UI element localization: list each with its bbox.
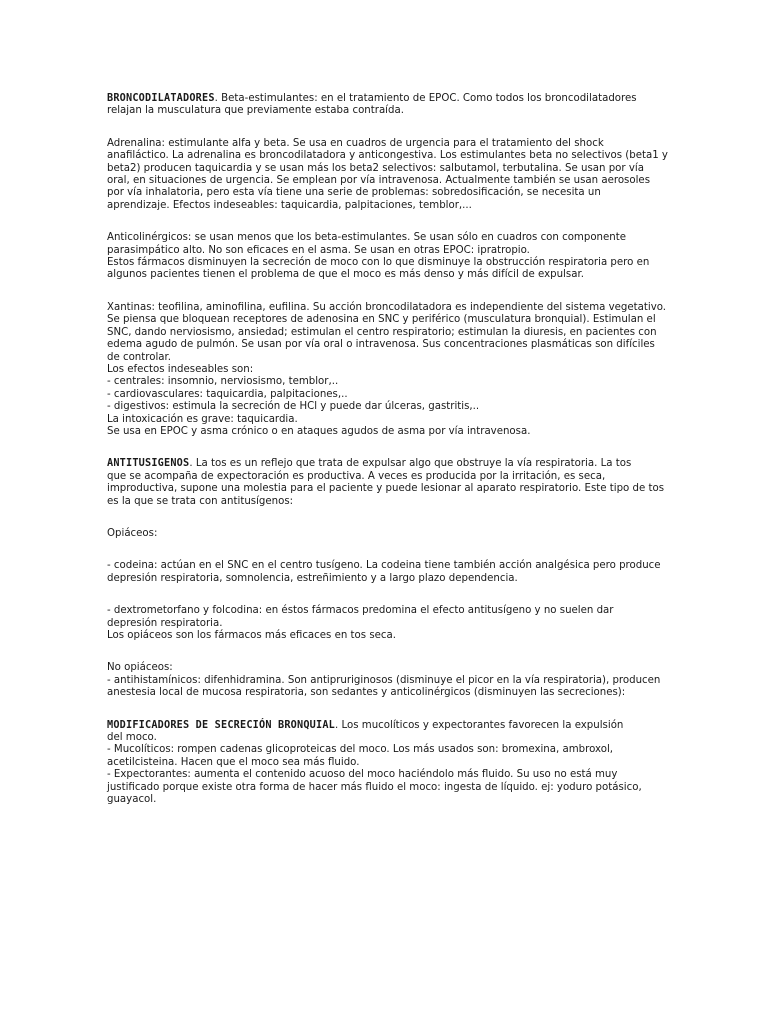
modificadores-intro: . Los mucolíticos y expectorantes favorecen la expulsión xyxy=(335,719,624,731)
text-line: Los efectos indeseables son: xyxy=(107,363,254,375)
dextrometorfano-paragraph xyxy=(107,605,667,642)
text-line: depresión respiratoria. xyxy=(107,617,223,629)
list-item: - cardiovasculares: taquicardia, palpitaciones,.. xyxy=(107,388,348,400)
modificadores-line-1 xyxy=(107,720,667,732)
text-line: Los opiáceos son los fármacos más eficaces en tos seca. xyxy=(107,630,396,641)
text-line: improductiva, supone una molestia para el paciente y puede lesionar al aparato respiratorio. Este tipo de tos xyxy=(107,483,665,495)
text-line: guayacol. xyxy=(107,794,157,806)
list-item: - digestivos: estimula la secreción de HCl y puede dar úlceras, gastritis,.. xyxy=(107,401,480,413)
text-line: por vía inhalatoria, pero esta vía tiene una serie de problemas: sobredosificación, se necesita un xyxy=(107,187,601,199)
text-line: Se usa en EPOC y asma crónico o en ataques agudos de asma por vía intravenosa. xyxy=(107,425,531,437)
antitusigenos-intro: . La tos es un reflejo que trata de expulsar algo que obstruye la vía respiratoria. La tos xyxy=(189,458,632,470)
text-line: La intoxicación es grave: taquicardia. xyxy=(107,413,298,425)
anticolinergicos-paragraph xyxy=(107,232,667,282)
text-line: edema agudo de pulmón. Se usan por vía oral o intravenosa. Sus concentraciones plasmáticas son difíciles xyxy=(107,339,655,351)
text-line: Adrenalina: estimulante alfa y beta. Se usa en cuadros de urgencia para el tratamiento del shock xyxy=(107,137,604,149)
list-item: - Expectorantes: aumenta el contenido acuoso del moco haciéndolo más fluido. Su uso no está muy xyxy=(107,769,618,781)
text-line: aprendizaje. Efectos indeseables: taquicardia, palpitaciones, temblor,... xyxy=(107,199,472,211)
broncodilatadores-paragraph xyxy=(107,93,667,118)
opiaceos-title: Opiáceos: xyxy=(107,527,158,539)
text-line: de controlar. xyxy=(107,351,172,363)
text-line: anestesia local de mucosa respiratoria, son sedantes y anticolinérgicos (disminuyen las secreciones): xyxy=(107,687,626,699)
text-line: Anticolinérgicos: se usan menos que los beta-estimulantes. Se usan sólo en cuadros con componente xyxy=(107,232,626,244)
text-line: del moco. xyxy=(107,732,157,744)
modificadores-heading: MODIFICADORES DE SECRECIÓN BRONQUIAL xyxy=(107,719,336,731)
broncodilatadores-line-2: relajan la musculatura que previamente estaba contraída. xyxy=(107,105,404,117)
modificadores-paragraph xyxy=(107,720,667,807)
text-line: oral, en situaciones de urgencia. Se emplean por vía intravenosa. Actualmente también se usan aerosoles xyxy=(107,175,650,187)
list-item: - codeina: actúan en el SNC en el centro tusígeno. La codeina tiene también acción analgésica pero produce xyxy=(107,560,661,572)
xantinas-paragraph xyxy=(107,302,667,438)
text-line: que se acompaña de expectoración es productiva. A veces es producida por la irritación, es seca, xyxy=(107,470,606,482)
broncodilatadores-line-1 xyxy=(107,93,667,105)
text-line: depresión respiratoria, somnolencia, estreñimiento y a largo plazo dependencia. xyxy=(107,572,518,584)
list-item: - centrales: insomnio, nerviosismo, temblor,.. xyxy=(107,376,339,388)
text-line: SNC, dando nerviosismo, ansiedad; estimulan el centro respiratorio; estimulan la diuresis, en pacientes con xyxy=(107,326,657,338)
no-opiaceos-paragraph xyxy=(107,662,667,699)
antitusigenos-line-1 xyxy=(107,458,667,470)
no-opiaceos-title: No opiáceos: xyxy=(107,662,173,674)
list-item: - Mucolíticos: rompen cadenas glicoproteicas del moco. Los más usados son: bromexina, ambroxol, xyxy=(107,744,614,756)
text-line: anafiláctico. La adrenalina es broncodilatadora y anticongestiva. Los estimulantes beta no selectivos (beta1 y xyxy=(107,150,668,162)
text-line: acetilcisteina. Hacen que el moco sea más fluido. xyxy=(107,756,360,768)
text-line: justificado porque existe otra forma de hacer más fluido el moco: ingesta de líquido. ej: yoduro potásico, xyxy=(107,781,642,793)
document-page xyxy=(107,93,667,806)
list-item: - dextrometorfano y folcodina: en éstos fármacos predomina el efecto antitusígeno y no suelen dar xyxy=(107,605,614,617)
broncodilatadores-intro: . Beta-estimulantes: en el tratamiento de EPOC. Como todos los broncodilatadores xyxy=(214,93,637,104)
antitusigenos-paragraph xyxy=(107,458,667,508)
list-item: - antihistamínicos: difenhidramina. Son antipruriginosos (disminuye el picor en la vía respiratoria), producen xyxy=(107,674,661,686)
text-line: es la que se trata con antitusígenos: xyxy=(107,495,294,507)
text-line: parasimpático alto. No son eficaces en el asma. Se usan en otras EPOC: ipratropio. xyxy=(107,244,530,256)
text-line: beta2) producen taquicardia y se usan más los beta2 selectivos: salbutamol, terbutalina. Se usan por vía xyxy=(107,162,644,174)
text-line: Xantinas: teofilina, aminofilina, eufilina. Su acción broncodilatadora es independiente del sistema vegetativo. xyxy=(107,301,667,313)
text-line: Estos fármacos disminuyen la secreción de moco con lo que disminuye la obstrucción respiratoria pero en xyxy=(107,257,650,269)
broncodilatadores-heading: BRONCODILATADORES xyxy=(107,93,215,104)
antitusigenos-heading: ANTITUSIGENOS xyxy=(107,458,190,470)
codeina-paragraph xyxy=(107,560,667,585)
text-line: Se piensa que bloquean receptores de adenosina en SNC y periférico (musculatura bronquial). Estimulan el xyxy=(107,314,656,326)
adrenalina-paragraph xyxy=(107,138,667,212)
text-line: algunos pacientes tienen el problema de que el moco es más denso y más difícil de expulsar. xyxy=(107,269,584,281)
opiaceos-title-paragraph xyxy=(107,528,667,540)
